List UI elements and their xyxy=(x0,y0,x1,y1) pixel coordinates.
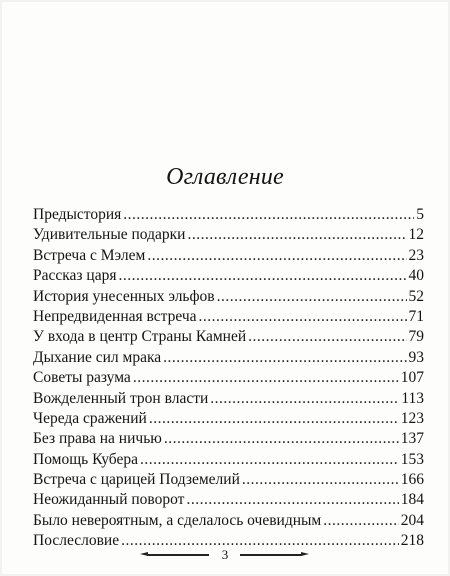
toc-entry-page: 113 xyxy=(401,389,424,407)
toc-entry-title: Неожиданный поворот xyxy=(33,491,185,509)
toc-entry xyxy=(33,225,424,245)
dot-leader xyxy=(187,225,406,245)
toc-entry xyxy=(33,205,424,225)
toc-entry-title: У входа в центр Страны Камней xyxy=(33,328,247,346)
toc-entry xyxy=(33,450,424,470)
dot-leader xyxy=(119,266,407,286)
dot-leader xyxy=(147,246,406,266)
dot-leader xyxy=(140,450,399,470)
toc-entry-title: Непредвиденная встреча xyxy=(33,307,197,325)
dot-leader xyxy=(210,389,399,409)
toc-entry xyxy=(33,490,424,510)
toc-entry xyxy=(33,287,424,307)
toc-entry-page: 93 xyxy=(408,348,424,366)
page-title: Оглавление xyxy=(166,164,284,190)
toc-entry-title: Встреча с Мэлем xyxy=(33,246,146,264)
toc-entry-title: Рассказ царя xyxy=(33,267,117,285)
toc-entry-page: 40 xyxy=(408,267,424,285)
toc-entry-title: Помощь Кубера xyxy=(33,450,138,468)
toc-entry xyxy=(33,470,424,490)
dot-leader xyxy=(164,429,399,449)
toc-entry xyxy=(33,348,424,368)
toc-entry-page: 71 xyxy=(408,307,424,325)
toc-entry-title: Без права на ничью xyxy=(33,430,162,448)
toc-entry-page: 153 xyxy=(400,450,424,468)
toc-entry-page: 123 xyxy=(400,409,424,427)
toc-entry xyxy=(33,307,424,327)
toc-entry-title: Вожделенный трон власти xyxy=(33,389,209,407)
toc-entry xyxy=(33,511,424,531)
right-ornament-arrow xyxy=(240,554,302,556)
page-footer xyxy=(0,545,450,565)
toc-entry-page: 107 xyxy=(400,369,424,387)
toc-entry xyxy=(33,429,424,449)
toc-entry xyxy=(33,327,424,347)
dot-leader xyxy=(248,327,406,347)
toc-entry-title: Удивительные подарки xyxy=(33,226,186,244)
toc-entry xyxy=(33,266,424,286)
toc-entry-title: Череда сражений xyxy=(33,409,147,427)
toc-entry-title: Предыстория xyxy=(33,206,122,223)
toc-entry-page: 218 xyxy=(400,532,424,550)
dot-leader xyxy=(186,490,398,510)
toc-entry-title: Послесловие xyxy=(33,532,120,550)
toc-entry-page: 12 xyxy=(408,226,424,244)
toc-entry-page: 166 xyxy=(400,471,424,489)
toc-entry-page: 52 xyxy=(408,287,424,305)
toc-entry-page: 23 xyxy=(408,246,424,264)
dot-leader xyxy=(323,511,399,531)
page-number: 3 xyxy=(221,547,229,562)
dot-leader xyxy=(217,287,407,307)
toc-entry-page: 184 xyxy=(400,491,424,509)
dot-leader xyxy=(149,409,399,429)
toc-entry-page: 79 xyxy=(408,328,424,346)
toc-entry-page: 137 xyxy=(400,430,424,448)
table-of-contents xyxy=(33,205,424,552)
toc-entry xyxy=(33,389,424,409)
toc-entry-title: Было невероятным, а сделалось очевидным xyxy=(33,511,322,529)
dot-leader xyxy=(163,348,406,368)
toc-entry xyxy=(33,368,424,388)
dot-leader xyxy=(123,205,414,225)
toc-entry-title: Встреча с царицей Подземелий xyxy=(33,471,240,489)
dot-leader xyxy=(133,368,399,388)
dot-leader xyxy=(199,307,407,327)
toc-entry-title: История унесенных эльфов xyxy=(33,287,215,305)
toc-entry-title: Советы разума xyxy=(33,369,131,387)
toc-entry-page: 204 xyxy=(400,511,424,529)
dot-leader xyxy=(242,470,399,490)
toc-entry-title: Дыхание сил мрака xyxy=(33,348,162,366)
toc-entry xyxy=(33,409,424,429)
toc-entry-page: 5 xyxy=(416,206,424,223)
toc-entry xyxy=(33,246,424,266)
